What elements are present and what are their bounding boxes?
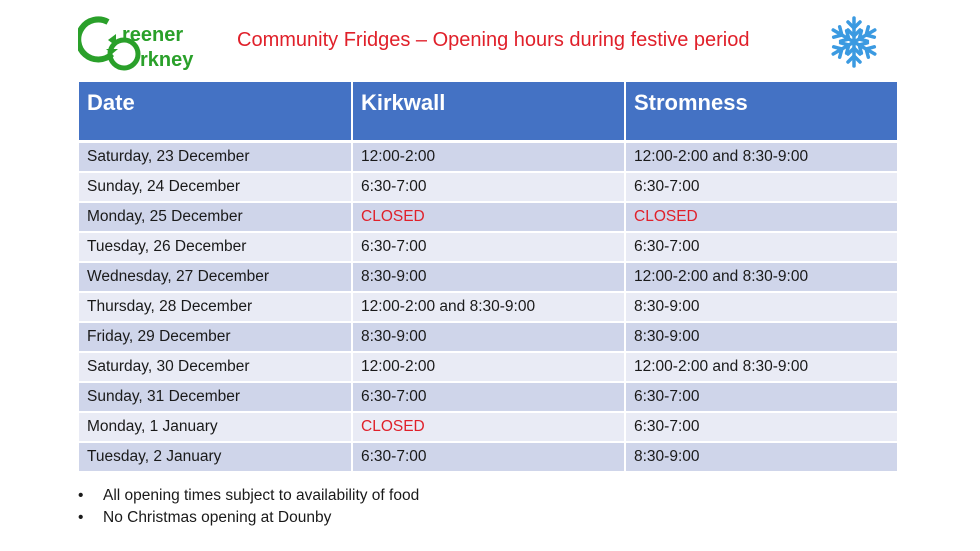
date-cell: Sunday, 31 December — [79, 382, 352, 412]
table-row — [79, 142, 898, 173]
date-cell: Tuesday, 2 January — [79, 442, 352, 472]
note-item: • All opening times subject to availability of food — [78, 485, 419, 507]
kirkwall-cell: 8:30-9:00 — [352, 262, 625, 292]
table-row — [79, 352, 898, 382]
table-row — [79, 412, 898, 442]
date-cell: Friday, 29 December — [79, 322, 352, 352]
date-cell: Monday, 25 December — [79, 202, 352, 232]
kirkwall-cell: CLOSED — [352, 202, 625, 232]
note-item: • No Christmas opening at Dounby — [78, 507, 419, 529]
date-cell: Saturday, 23 December — [79, 142, 352, 173]
date-cell: Tuesday, 26 December — [79, 232, 352, 262]
page-title: Community Fridges – Opening hours during festive period — [237, 29, 750, 51]
kirkwall-cell: 8:30-9:00 — [352, 322, 625, 352]
stromness-cell: 6:30-7:00 — [625, 232, 898, 262]
column-header-date: Date — [79, 82, 352, 142]
table-row — [79, 262, 898, 292]
date-cell: Wednesday, 27 December — [79, 262, 352, 292]
stromness-cell: CLOSED — [625, 202, 898, 232]
kirkwall-cell: 6:30-7:00 — [352, 232, 625, 262]
table-row — [79, 382, 898, 412]
stromness-cell: 6:30-7:00 — [625, 172, 898, 202]
table-row — [79, 172, 898, 202]
stromness-cell: 6:30-7:00 — [625, 382, 898, 412]
table-header-row — [79, 82, 898, 142]
stromness-cell: 8:30-9:00 — [625, 442, 898, 472]
kirkwall-cell: CLOSED — [352, 412, 625, 442]
column-header-stromness: Stromness — [625, 82, 898, 142]
stromness-cell: 12:00-2:00 and 8:30-9:00 — [625, 142, 898, 173]
kirkwall-cell: 6:30-7:00 — [352, 382, 625, 412]
table-row — [79, 322, 898, 352]
stromness-cell: 12:00-2:00 and 8:30-9:00 — [625, 262, 898, 292]
kirkwall-cell: 6:30-7:00 — [352, 172, 625, 202]
date-cell: Thursday, 28 December — [79, 292, 352, 322]
greener-orkney-logo — [78, 14, 208, 72]
table-row — [79, 202, 898, 232]
svg-text:reener: reener — [122, 24, 184, 46]
stromness-cell: 8:30-9:00 — [625, 292, 898, 322]
kirkwall-cell: 6:30-7:00 — [352, 442, 625, 472]
kirkwall-cell: 12:00-2:00 — [352, 352, 625, 382]
kirkwall-cell: 12:00-2:00 and 8:30-9:00 — [352, 292, 625, 322]
table-row — [79, 292, 898, 322]
svg-text:rkney: rkney — [140, 49, 194, 71]
table-row — [79, 232, 898, 262]
stromness-cell: 12:00-2:00 and 8:30-9:00 — [625, 352, 898, 382]
opening-hours-table — [79, 82, 899, 473]
snowflake-icon — [826, 14, 882, 70]
date-cell: Sunday, 24 December — [79, 172, 352, 202]
date-cell: Saturday, 30 December — [79, 352, 352, 382]
table-row — [79, 442, 898, 472]
date-cell: Monday, 1 January — [79, 412, 352, 442]
stromness-cell: 8:30-9:00 — [625, 322, 898, 352]
column-header-kirkwall: Kirkwall — [352, 82, 625, 142]
notes-list — [78, 485, 419, 529]
stromness-cell: 6:30-7:00 — [625, 412, 898, 442]
kirkwall-cell: 12:00-2:00 — [352, 142, 625, 173]
